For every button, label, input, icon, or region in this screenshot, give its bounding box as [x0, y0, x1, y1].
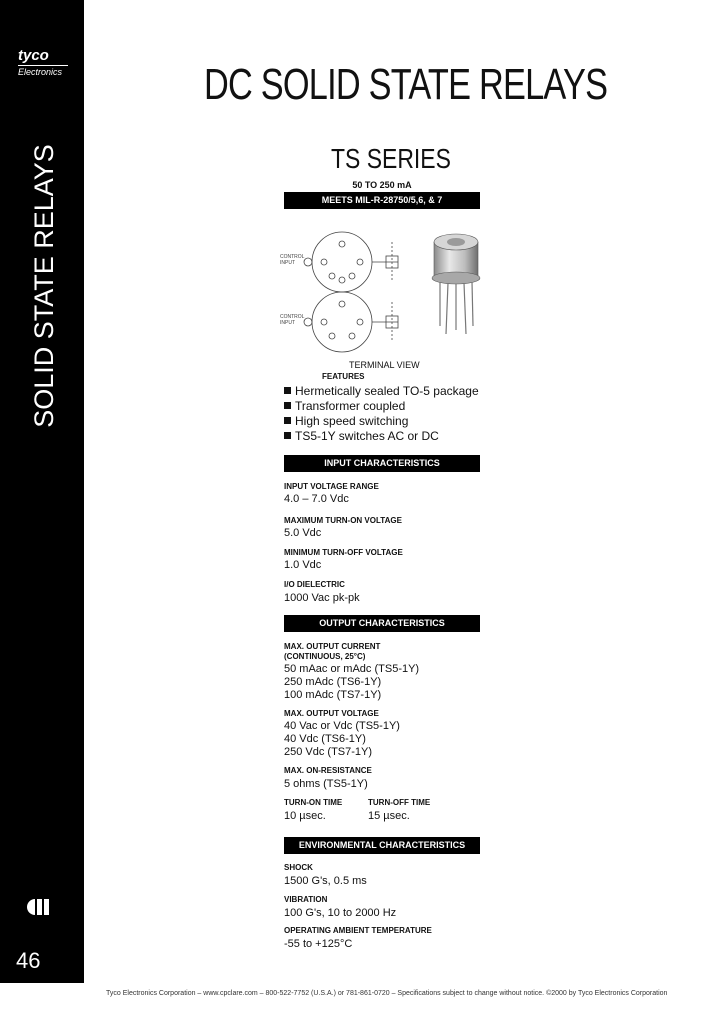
io-dielectric-value: 1000 Vac pk-pk — [284, 592, 360, 604]
feature-item: Transformer coupled — [284, 399, 479, 414]
turn-off-time-label: TURN-OFF TIME — [368, 798, 431, 807]
operating-temperature-value: -55 to +125°C — [284, 938, 353, 950]
sidebar — [0, 0, 84, 983]
to5-package-image — [426, 230, 488, 338]
min-turn-off-voltage-label: MINIMUM TURN-OFF VOLTAGE — [284, 548, 403, 557]
vibration-label: VIBRATION — [284, 895, 328, 904]
control-input-label-1: CONTROL — [280, 254, 305, 260]
max-turn-on-voltage-label: MAXIMUM TURN-ON VOLTAGE — [284, 516, 402, 525]
feature-item: Hermetically sealed TO-5 package — [284, 384, 479, 399]
features-list — [284, 384, 479, 444]
max-on-resistance-label: MAX. ON-RESISTANCE — [284, 766, 372, 775]
control-input-label-2b: INPUT — [280, 320, 295, 326]
output-voltage-value: 40 Vac or Vdc (TS5-1Y) — [284, 720, 400, 732]
io-dielectric-label: I/O DIELECTRIC — [284, 580, 345, 589]
mil-spec-bar: MEETS MIL-R-28750/5,6, & 7 — [284, 192, 480, 209]
output-voltage-value: 40 Vdc (TS6-1Y) — [284, 733, 366, 745]
environmental-characteristics-heading: ENVIRONMENTAL CHARACTERISTICS — [284, 837, 480, 854]
output-characteristics-heading: OUTPUT CHARACTERISTICS — [284, 615, 480, 632]
vertical-section-title: SOLID STATE RELAYS — [29, 144, 59, 428]
turn-off-time-value: 15 µsec. — [368, 810, 410, 822]
control-input-label-2: CONTROL — [280, 314, 305, 320]
input-characteristics-heading: INPUT CHARACTERISTICS — [284, 455, 480, 472]
feature-item: High speed switching — [284, 414, 479, 429]
brand-sub: Electronics — [18, 67, 63, 77]
page-number: 46 — [16, 948, 41, 973]
terminal-view-caption: TERMINAL VIEW — [349, 360, 420, 370]
output-current-value: 100 mAdc (TS7-1Y) — [284, 689, 382, 701]
tyco-logo — [18, 48, 68, 77]
feature-item: TS5-1Y switches AC or DC — [284, 429, 479, 444]
brand-name: tyco — [18, 47, 49, 64]
input-voltage-range-value: 4.0 – 7.0 Vdc — [284, 493, 349, 505]
turn-on-time-label: TURN-ON TIME — [284, 798, 343, 807]
max-turn-on-voltage-value: 5.0 Vdc — [284, 527, 322, 539]
control-input-label-1b: INPUT — [280, 260, 295, 266]
output-current-value: 250 mAdc (TS6-1Y) — [284, 676, 382, 688]
operating-temperature-label: OPERATING AMBIENT TEMPERATURE — [284, 926, 432, 935]
features-heading: FEATURES — [322, 372, 365, 381]
vibration-value: 100 G's, 10 to 2000 Hz — [284, 907, 397, 919]
max-output-current-sublabel: (CONTINUOUS, 25°C) — [284, 652, 366, 661]
turn-on-time-value: 10 µsec. — [284, 810, 326, 822]
c-logo-icon — [26, 898, 50, 916]
max-on-resistance-value: 5 ohms (TS5-1Y) — [284, 778, 368, 790]
series-title: TS SERIES — [331, 143, 451, 174]
logo-rule — [18, 65, 68, 66]
shock-label: SHOCK — [284, 863, 313, 872]
input-voltage-range-label: INPUT VOLTAGE RANGE — [284, 482, 379, 491]
min-turn-off-voltage-value: 1.0 Vdc — [284, 559, 322, 571]
max-output-current-label: MAX. OUTPUT CURRENT — [284, 642, 381, 651]
output-current-value: 50 mAac or mAdc (TS5-1Y) — [284, 663, 420, 675]
shock-value: 1500 G's, 0.5 ms — [284, 875, 367, 887]
terminal-view-diagram — [280, 228, 420, 358]
max-output-voltage-label: MAX. OUTPUT VOLTAGE — [284, 709, 379, 718]
current-range: 50 TO 250 mA — [352, 180, 412, 190]
page-title: DC SOLID STATE RELAYS — [204, 60, 608, 109]
page-footer: Tyco Electronics Corporation – www.cpclare.com – 800-522-7752 (U.S.A.) or 781-861-0720 – Specifications subject to change without notice. ©2000 by Tyco Electronics Corporation — [106, 990, 668, 997]
output-voltage-value: 250 Vdc (TS7-1Y) — [284, 746, 373, 758]
